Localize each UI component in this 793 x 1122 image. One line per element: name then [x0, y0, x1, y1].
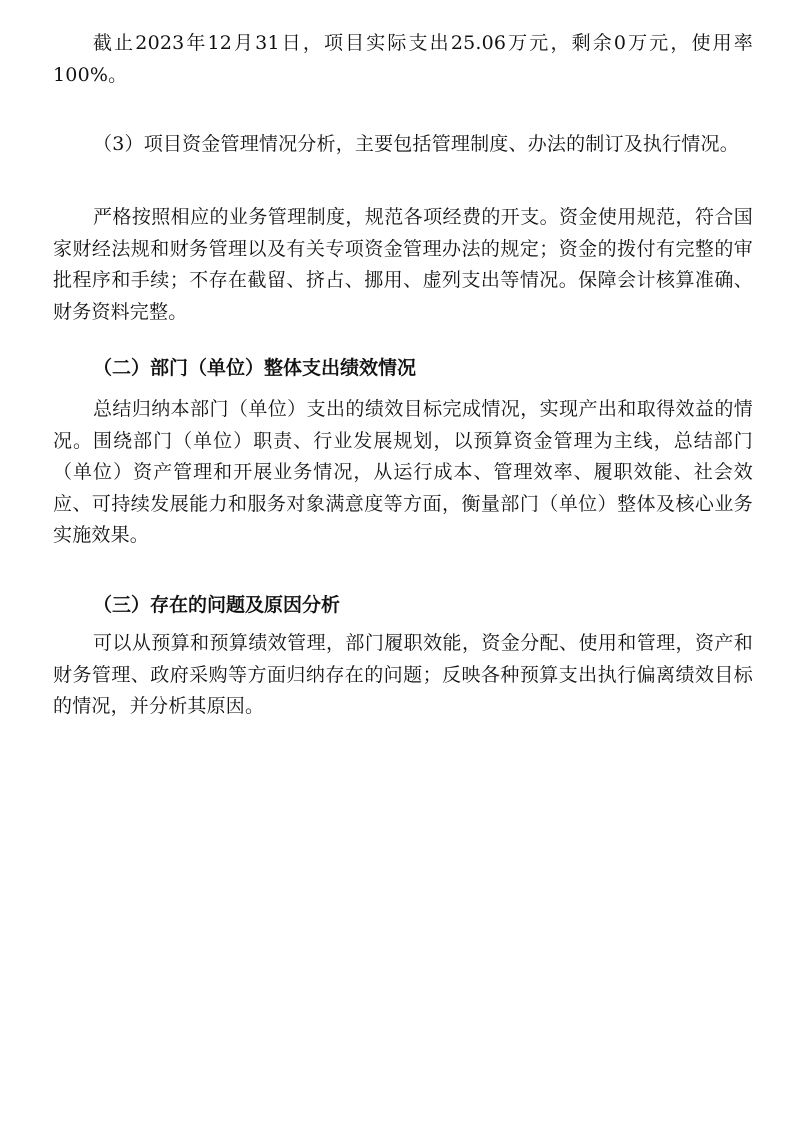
- paragraph-expenditure: 截止2023年12月31日，项目实际支出25.06万元，剩余0万元，使用率100%。: [53, 32, 753, 86]
- paragraph-strict-management: 严格按照相应的业务管理制度，规范各项经费的开支。资金使用规范，符合国家财经法规和财务管理以及有关专项资金管理办法的规定；资金的拨付有完整的审批程序和手续；不存在截留、挤占、挪用、虚列支出等情况。保障会计核算准确、财务资料完整。: [53, 206, 753, 323]
- paragraph-fund-management: （3）项目资金管理情况分析，主要包括管理制度、办法的制订及执行情况。: [93, 133, 739, 155]
- section-heading-overall-performance: （二）部门（单位）整体支出绩效情况: [93, 357, 417, 379]
- paragraph-problems: 可以从预算和预算绩效管理，部门履职效能，资金分配、使用和管理，资产和财务管理、政府采购等方面归纳存在的问题；反映各种预算支出执行偏离绩效目标的情况，并分析其原因。: [53, 632, 753, 717]
- section-heading-problems: （三）存在的问题及原因分析: [93, 594, 341, 616]
- paragraph-overall-performance: 总结归纳本部门（单位）支出的绩效目标完成情况，实现产出和取得效益的情况。围绕部门（单位）职责、行业发展规划，以预算资金管理为主线，总结部门（单位）资产管理和开展业务情况，从运行成本、管理效率、履职效能、社会效应、可持续发展能力和服务对象满意度等方面，衡量部门（单位）整体及核心业务实施效果。: [53, 398, 753, 546]
